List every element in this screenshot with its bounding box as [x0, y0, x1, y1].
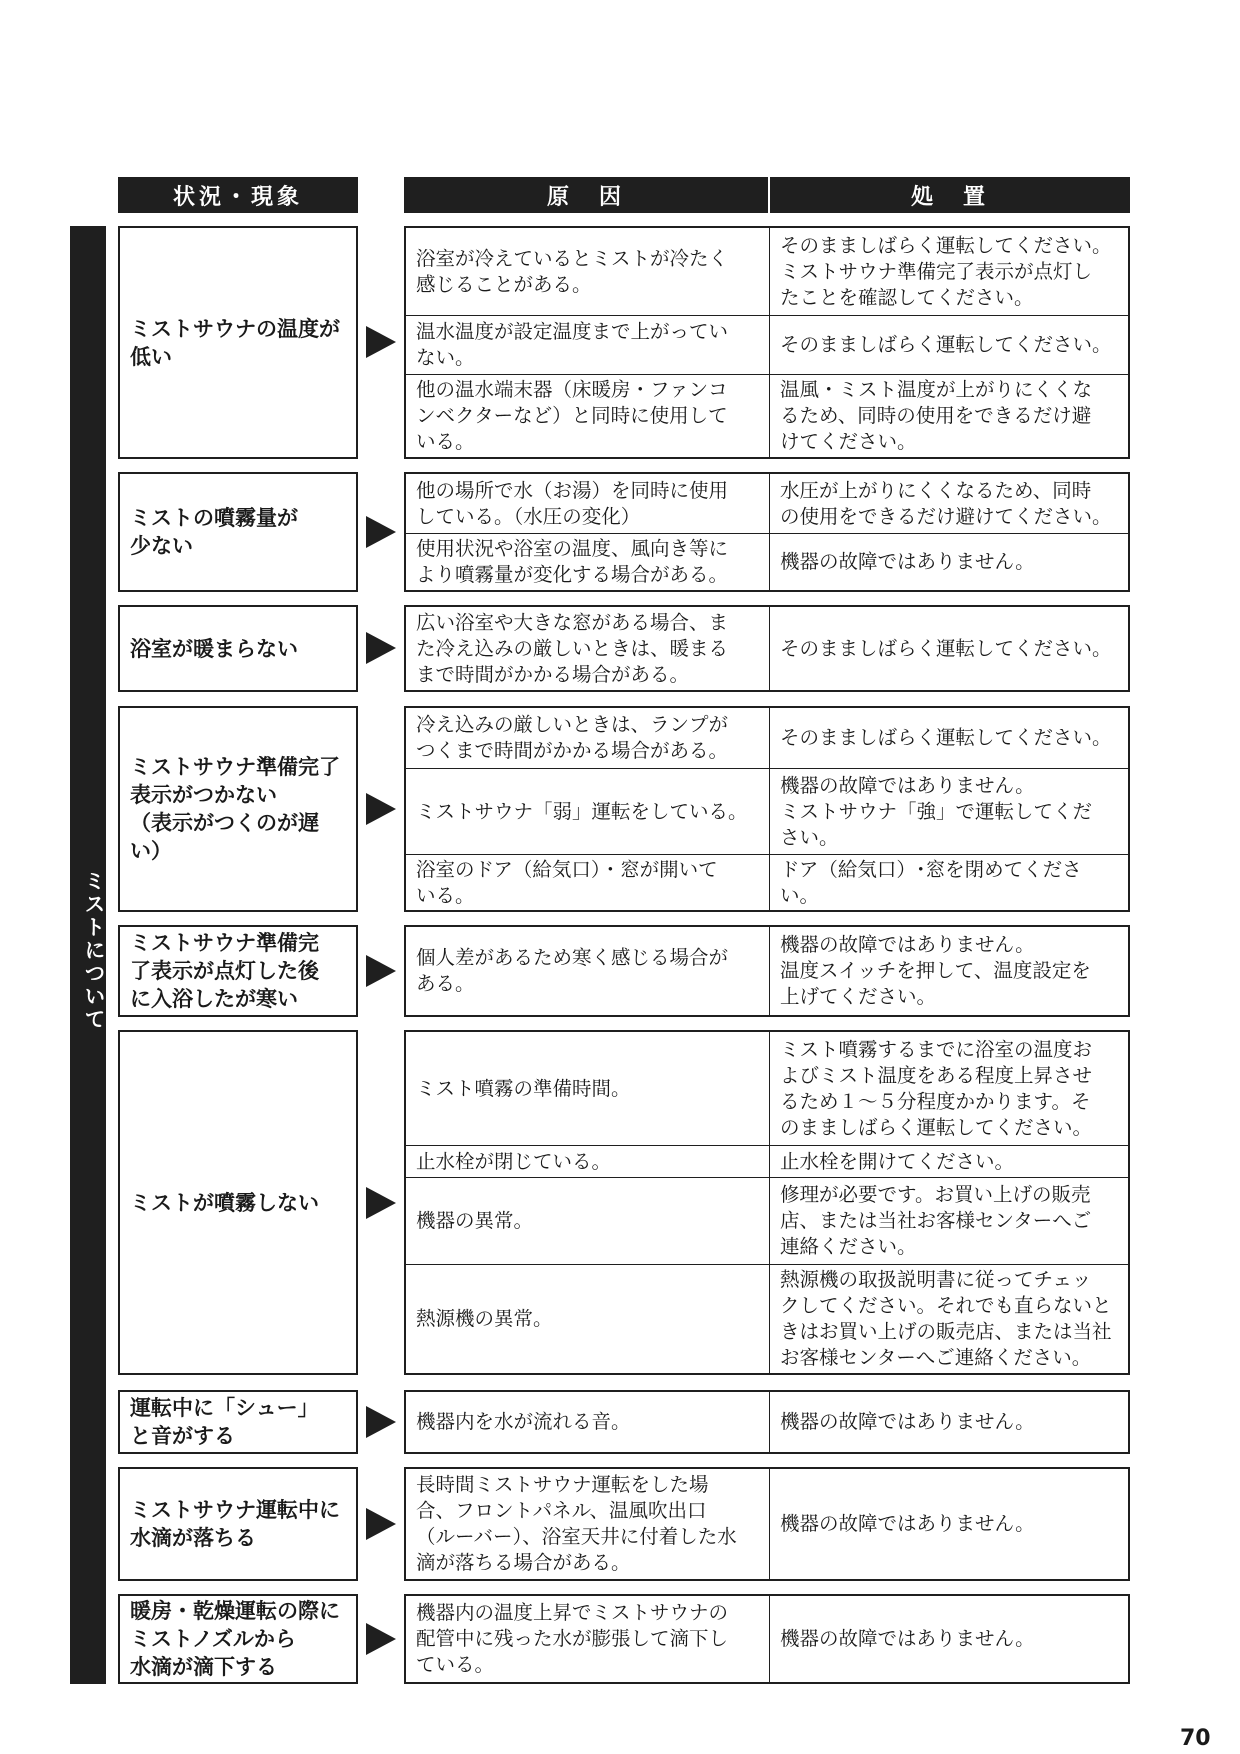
arrow-icon [366, 1187, 396, 1219]
situation-text: 暖房・乾燥運転の際に ミストノズルから 水滴が滴下する [130, 1599, 340, 1679]
situation-text: ミストの噴霧量が 少ない [130, 506, 298, 558]
cause-cell: 冷え込みの厳しいときは、ランプが つくまで時間がかかる場合がある。 [406, 708, 770, 768]
arrow-icon [366, 326, 396, 358]
situation-text: 運転中に「シュー」 と音がする [130, 1396, 319, 1448]
table-row [406, 1392, 1128, 1452]
remedy-cell: 機器の故障ではありません。 [780, 550, 1035, 573]
table-row [406, 927, 1128, 1015]
situation-cell [118, 1030, 358, 1375]
remedy-cell: 温風・ミスト温度が上がりにくくな るため、同時の使用をできるだけ避 けてください。 [780, 378, 1093, 453]
table-row [406, 1177, 1128, 1264]
cause-cell: ミスト噴霧の準備時間。 [406, 1032, 770, 1145]
table-row [406, 1032, 1128, 1145]
table-row [406, 1264, 1128, 1373]
table-row [406, 315, 1128, 374]
cause-remedy-table [404, 1030, 1130, 1375]
table-row [406, 1145, 1128, 1177]
remedy-cell: 熱源機の取扱説明書に従ってチェッ クしてください。それでも直らないと きはお買い上げの販売店、または当社 お客様センターへご連絡ください。 [780, 1268, 1112, 1369]
cause-remedy-table [404, 1390, 1130, 1454]
arrow-icon [366, 516, 396, 548]
cause-cell: 浴室が冷えているとミストが冷たく 感じることがある。 [406, 228, 770, 315]
cause-cell: 浴室のドア（給気口）・窓が開いて いる。 [406, 855, 770, 910]
table-row [406, 533, 1128, 590]
cause-cell: 機器の異常。 [406, 1178, 770, 1264]
cause-cell: 他の場所で水（お湯）を同時に使用 している。（水圧の変化） [406, 474, 770, 533]
arrow-icon [366, 1406, 396, 1438]
table-row [406, 854, 1128, 910]
cause-remedy-table [404, 226, 1130, 459]
remedy-cell: 機器の故障ではありません。 温度スイッチを押して、温度設定を 上げてください。 [780, 933, 1091, 1008]
situation-text: ミストが噴霧しない [130, 1190, 319, 1215]
header-situation: 状況・現象 [118, 177, 358, 213]
table-row [406, 768, 1128, 854]
cause-remedy-table [404, 706, 1130, 912]
remedy-cell: 修理が必要です。お買い上げの販売 店、または当社お客様センターへご 連絡ください。 [780, 1183, 1092, 1258]
situation-cell [118, 1467, 358, 1581]
situation-text: ミストサウナの温度が 低い [130, 316, 340, 369]
remedy-cell: そのまましばらく運転してください。 [780, 333, 1112, 356]
situation-cell [118, 1390, 358, 1454]
cause-cell: ミストサウナ「弱」運転をしている。 [406, 769, 770, 854]
remedy-cell: 水圧が上がりにくくなるため、同時 の使用をできるだけ避けてください。 [780, 478, 1112, 528]
remedy-cell: 機器の故障ではありません。 [780, 1512, 1035, 1535]
side-tab-label: ミストについて [82, 870, 106, 1031]
arrow-icon [366, 793, 396, 825]
cause-cell: 他の温水端末器（床暖房・ファンコ ンベクターなど）と同時に使用して いる。 [406, 375, 770, 457]
cause-cell: 熱源機の異常。 [406, 1265, 770, 1373]
situation-text: ミストサウナ準備完 了表示が点灯した後 に入浴したが寒い [130, 931, 319, 1011]
cause-remedy-table [404, 925, 1130, 1017]
cause-cell: 長時間ミストサウナ運転をした場 合、フロントパネル、温風吹出口 （ルーバー）、浴室天井に付着した水 滴が落ちる場合がある。 [406, 1469, 770, 1579]
table-row [406, 374, 1128, 457]
table-row [406, 708, 1128, 768]
table-row [406, 474, 1128, 533]
cause-remedy-table [404, 1594, 1130, 1684]
table-row [406, 228, 1128, 315]
table-row [406, 1596, 1128, 1682]
header-remedy: 処 置 [770, 177, 1130, 213]
remedy-cell: そのまましばらく運転してください。 ミストサウナ準備完了表示が点灯し たことを確認してください。 [780, 233, 1112, 309]
situation-cell [118, 605, 358, 692]
table-row [406, 607, 1128, 690]
remedy-cell: 機器の故障ではありません。 ミストサウナ「強」で運転してくだ さい。 [780, 773, 1093, 849]
arrow-icon [366, 955, 396, 987]
remedy-cell: そのまましばらく運転してください。 [780, 726, 1112, 749]
arrow-icon [366, 632, 396, 664]
situation-cell [118, 925, 358, 1017]
arrow-icon [366, 1623, 396, 1655]
cause-cell: 機器内を水が流れる音。 [406, 1392, 770, 1452]
cause-cell: 機器内の温度上昇でミストサウナの 配管中に残った水が膨張して滴下し ている。 [406, 1596, 770, 1682]
cause-cell: 個人差があるため寒く感じる場合が ある。 [406, 927, 770, 1015]
table-row [406, 1469, 1128, 1579]
cause-remedy-table [404, 472, 1130, 592]
cause-cell: 温水温度が設定温度まで上がってい ない。 [406, 316, 770, 374]
page-number: 70 [1180, 1726, 1211, 1751]
cause-remedy-table [404, 605, 1130, 692]
cause-remedy-table [404, 1467, 1130, 1581]
situation-text: ミストサウナ運転中に 水滴が落ちる [130, 1498, 340, 1550]
remedy-cell: 止水栓を開けてください。 [780, 1149, 1015, 1173]
remedy-cell: ドア（給気口）･窓を閉めてください。 [780, 857, 1082, 907]
situation-text: ミストサウナ準備完了 表示がつかない （表示がつくのが遅い） [130, 755, 340, 863]
cause-cell: 止水栓が閉じている。 [406, 1146, 770, 1177]
header-cause: 原 因 [404, 177, 768, 213]
arrow-icon [366, 1508, 396, 1540]
remedy-cell: そのまましばらく運転してください。 [780, 636, 1112, 660]
remedy-cell: 機器の故障ではありません。 [780, 1410, 1035, 1433]
situation-text: 浴室が暖まらない [130, 636, 298, 661]
situation-cell [118, 226, 358, 459]
remedy-cell: 機器の故障ではありません。 [780, 1627, 1035, 1650]
situation-cell [118, 472, 358, 592]
cause-cell: 使用状況や浴室の温度、風向き等に より噴霧量が変化する場合がある。 [406, 534, 770, 590]
situation-cell [118, 706, 358, 912]
remedy-cell: ミスト噴霧するまでに浴室の温度お よびミスト温度をある程度上昇させ るため１～５分程度かかります。そ のまましばらく運転してください。 [780, 1037, 1093, 1139]
situation-cell [118, 1594, 358, 1684]
cause-cell: 広い浴室や大きな窓がある場合、ま た冷え込みの厳しいときは、暖まる まで時間がかかる場合がある。 [406, 607, 770, 690]
